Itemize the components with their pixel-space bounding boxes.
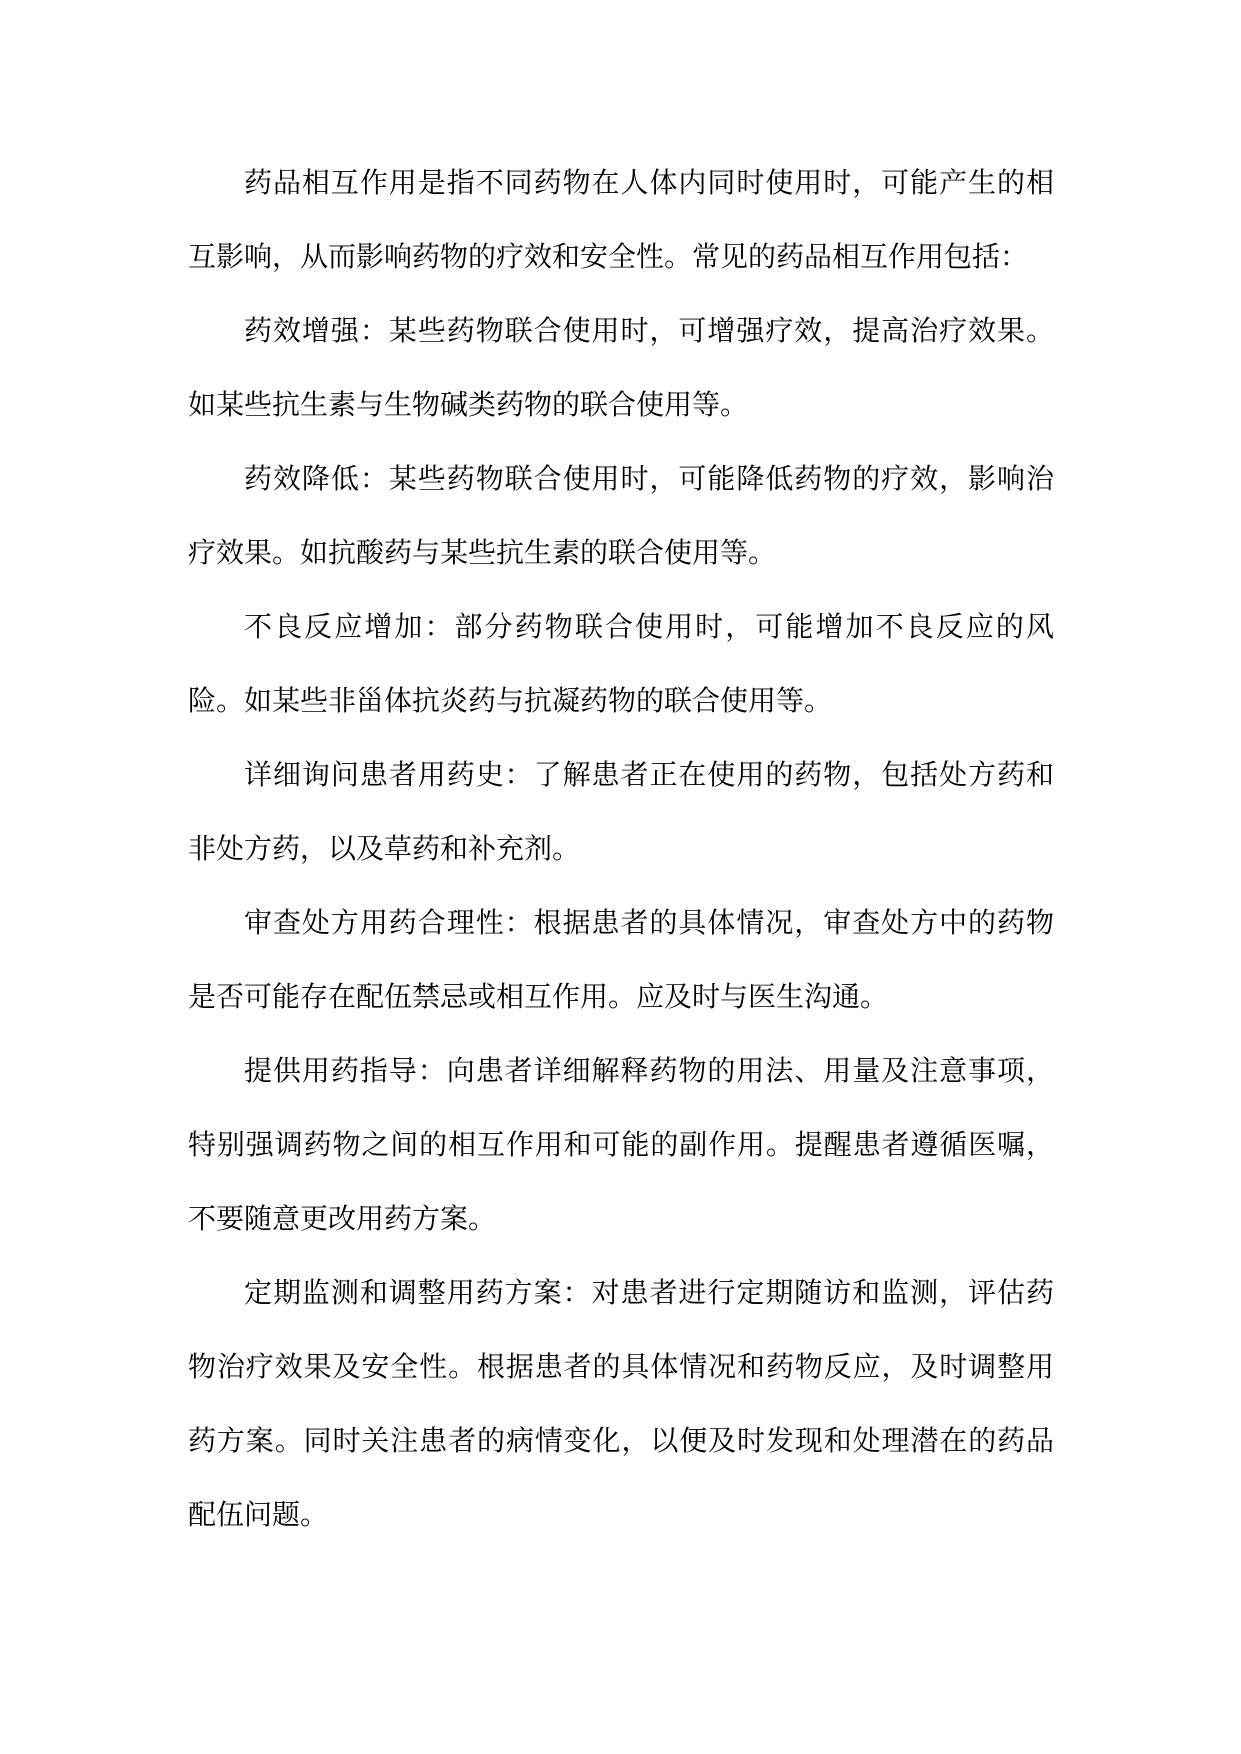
- paragraph-adverse-reactions: 不良反应增加：部分药物联合使用时，可能增加不良反应的风险。如某些非甾体抗炎药与抗凝药物的联合使用等。: [188, 610, 1054, 717]
- paragraph-drug-interaction-intro: 药品相互作用是指不同药物在人体内同时使用时，可能产生的相互影响，从而影响药物的疗效和安全性。常见的药品相互作用包括：: [188, 166, 1054, 273]
- paragraph-medication-guidance: 提供用药指导：向患者详细解释药物的用法、用量及注意事项，特别强调药物之间的相互作用和可能的副作用。提醒患者遵循医嘱，不要随意更改用药方案。: [188, 1054, 1054, 1235]
- paragraph-monitoring-adjustment: 定期监测和调整用药方案：对患者进行定期随访和监测，评估药物治疗效果及安全性。根据患者的具体情况和药物反应，及时调整用药方案。同时关注患者的病情变化，以便及时发现和处理潜在的药品配伍问题。: [188, 1276, 1054, 1531]
- paragraph-efficacy-enhanced: 药效增强：某些药物联合使用时，可增强疗效，提高治疗效果。如某些抗生素与生物碱类药物的联合使用等。: [188, 314, 1054, 421]
- paragraph-efficacy-reduced: 药效降低：某些药物联合使用时，可能降低药物的疗效，影响治疗效果。如抗酸药与某些抗生素的联合使用等。: [188, 462, 1054, 569]
- paragraph-prescription-review: 审查处方用药合理性：根据患者的具体情况，审查处方中的药物是否可能存在配伍禁忌或相互作用。应及时与医生沟通。: [188, 906, 1054, 1013]
- document-body: [188, 146, 1054, 1552]
- paragraph-medication-history: 详细询问患者用药史：了解患者正在使用的药物，包括处方药和非处方药，以及草药和补充剂。: [188, 758, 1054, 865]
